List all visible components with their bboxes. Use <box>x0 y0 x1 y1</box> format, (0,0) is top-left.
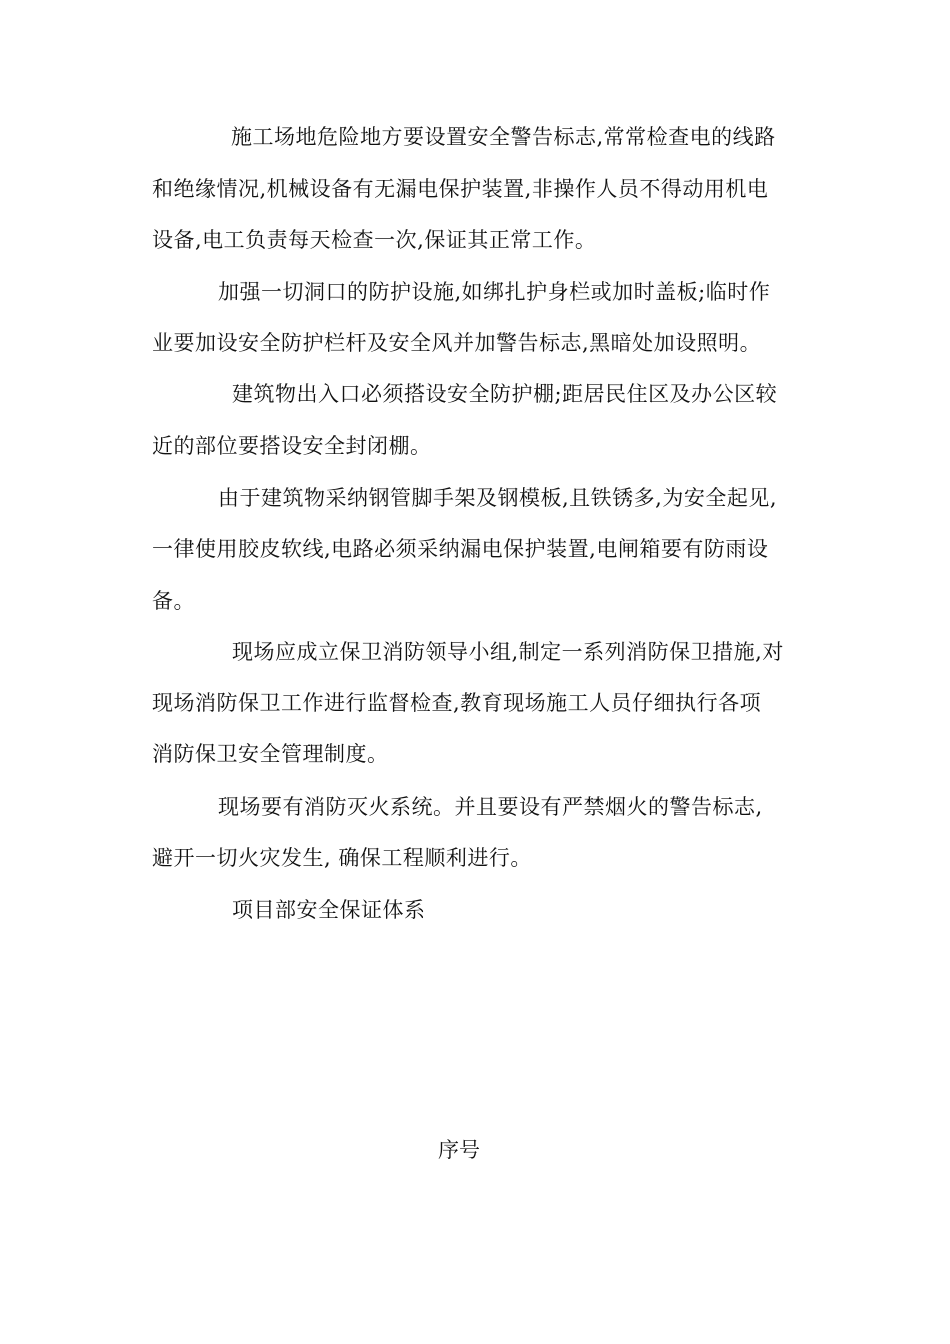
paragraph-5-line-1: 现场应成立保卫消防领导小组,制定一系列消防保卫措施,对 <box>232 640 784 664</box>
paragraph-1-line-3: 设备,电工负责每天检查一次,保证其正常工作。 <box>152 228 597 252</box>
paragraph-5-line-3: 消防保卫安全管理制度。 <box>152 742 389 766</box>
footer-label: 序号 <box>438 1138 480 1162</box>
paragraph-6-line-1: 现场要有消防灭火系统。并且要设有严禁烟火的警告标志, <box>218 795 763 819</box>
paragraph-2-line-2: 业要加设安全防护栏杆及安全风并加警告标志,黑暗处加设照明。 <box>152 331 762 355</box>
paragraph-4-line-3: 备。 <box>152 589 195 613</box>
paragraph-2-line-1: 加强一切洞口的防护设施,如绑扎护身栏或加时盖板;临时作 <box>218 280 771 304</box>
paragraph-1-line-1: 施工场地危险地方要设置安全警告标志,常常检查电的线路 <box>231 125 776 149</box>
paragraph-3-line-1: 建筑物出入口必须搭设安全防护棚;距居民住区及办公区较 <box>232 382 778 406</box>
paragraph-4-line-2: 一律使用胶皮软线,电路必须采纳漏电保护装置,电闸箱要有防雨设 <box>152 537 769 561</box>
paragraph-4-line-1: 由于建筑物采纳钢管脚手架及钢模板,且铁锈多,为安全起见, <box>218 486 778 510</box>
paragraph-6-line-2: 避开一切火灾发生, 确保工程顺利进行。 <box>152 846 532 870</box>
section-heading: 项目部安全保证体系 <box>232 898 426 922</box>
paragraph-3-line-2: 近的部位要搭设安全封闭棚。 <box>152 434 432 458</box>
paragraph-1-line-2: 和绝缘情况,机械设备有无漏电保护装置,非操作人员不得动用机电 <box>152 177 769 201</box>
paragraph-5-line-2: 现场消防保卫工作进行监督检查,教育现场施工人员仔细执行各项 <box>152 691 762 715</box>
